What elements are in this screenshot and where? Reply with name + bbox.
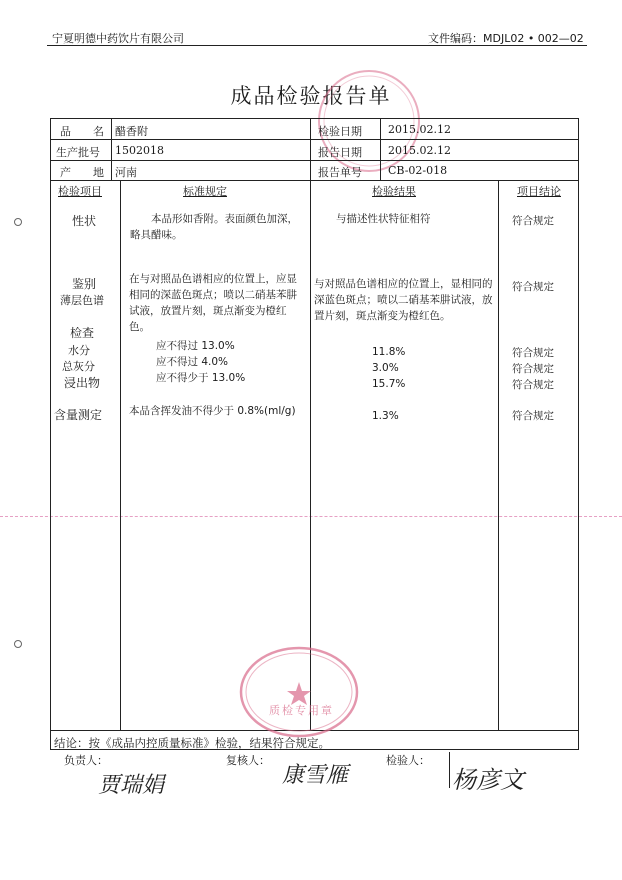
extract-item: 浸出物 — [64, 376, 101, 390]
reviewer-label: 复核人： — [226, 754, 270, 767]
report-date: 2015.02.12 — [388, 144, 451, 157]
extract-result: 15.7% — [372, 378, 406, 390]
water-item: 水分 — [68, 344, 90, 357]
inspect-date-label: 检验日期 — [318, 125, 362, 138]
batch-number: 1502018 — [115, 144, 164, 157]
ash-result: 3.0% — [372, 362, 399, 374]
assay-result: 1.3% — [372, 410, 399, 422]
row-divider — [50, 180, 579, 181]
col-divider — [310, 118, 311, 730]
tlc-item: 薄层色谱 — [60, 294, 104, 307]
responsible-signature: 贾瑞娟 — [98, 773, 165, 798]
responsible-label: 负责人： — [64, 754, 108, 767]
report-date-label: 报告日期 — [318, 146, 362, 159]
col-divider — [111, 118, 112, 180]
inspection-item: 检查 — [70, 326, 95, 340]
traits-result: 与描述性状特征相符 — [336, 213, 431, 225]
inspector-label: 检验人： — [386, 754, 430, 767]
origin-label: 产 地 — [60, 166, 104, 179]
assay-item: 含量测定 — [54, 408, 103, 422]
company-name: 宁夏明德中药饮片有限公司 — [52, 32, 184, 45]
identification-standard: 在与对照品色谱相应的位置上，应显相同的深蓝色斑点；喷以二硝基苯肼试液，放置片刻，斑点渐变为橙红色。 — [129, 273, 297, 333]
col-divider — [380, 118, 381, 180]
identification-conclusion: 符合规定 — [512, 281, 554, 293]
water-conclusion: 符合规定 — [512, 347, 554, 359]
doc-code-label: 文件编码： — [428, 32, 483, 45]
row-divider — [50, 139, 579, 140]
inspector-mark — [449, 752, 450, 788]
extract-conclusion: 符合规定 — [512, 379, 554, 391]
product-name-label: 品 名 — [60, 125, 104, 138]
ash-standard: 应不得过 4.0% — [156, 356, 229, 368]
identification-item: 鉴别 — [72, 277, 97, 291]
identification-result: 与对照品色谱相应的位置上，显相同的深蓝色斑点；喷以二硝基苯肼试液，放置片刻，斑点渐变为橙红色。 — [314, 278, 493, 322]
inspect-date: 2015.02.12 — [388, 123, 451, 136]
seal-subtext: 质检专用章 — [269, 704, 334, 717]
ash-conclusion: 符合规定 — [512, 363, 554, 375]
assay-standard: 本品含挥发油不得少于 0.8%(ml/g) — [129, 405, 296, 417]
page-title: 成品检验报告单 — [230, 84, 392, 108]
conclusion-text: 结论：按《成品内控质量标准》检验，结果符合规定。 — [54, 736, 330, 750]
punch-hole-top — [14, 218, 22, 226]
reviewer-signature: 康雪雁 — [282, 763, 349, 788]
assay-conclusion: 符合规定 — [512, 410, 554, 422]
report-no-label: 报告单号 — [318, 166, 362, 179]
extract-standard: 应不得少于 13.0% — [156, 372, 246, 384]
col-header-result: 检验结果 — [372, 185, 416, 198]
water-standard: 应不得过 13.0% — [156, 340, 235, 352]
col-header-conclusion: 项目结论 — [517, 185, 561, 198]
report-no: CB-02-018 — [388, 164, 448, 177]
traits-conclusion: 符合规定 — [512, 215, 554, 227]
traits-standard: 本品形如香附。表面颜色加深，略具醋味。 — [130, 213, 298, 241]
inspector-signature: 杨彦文 — [452, 766, 524, 794]
quality-inspection-seal — [236, 642, 362, 742]
water-result: 11.8% — [372, 346, 406, 358]
batch-label: 生产批号 — [56, 146, 100, 159]
doc-code-value: MDJL02 • 002—02 — [483, 32, 584, 45]
ash-item: 总灰分 — [62, 360, 95, 373]
header-rule — [47, 45, 587, 46]
origin: 河南 — [115, 166, 137, 179]
punch-hole-bottom — [14, 640, 22, 648]
row-divider — [50, 160, 579, 161]
traits-item: 性状 — [72, 214, 97, 228]
col-header-standard: 标准规定 — [183, 185, 227, 198]
doc-code — [428, 30, 584, 46]
product-name: 醋香附 — [115, 125, 148, 138]
col-header-item: 检验项目 — [58, 185, 102, 198]
col-divider — [498, 180, 499, 730]
col-divider — [120, 180, 121, 730]
